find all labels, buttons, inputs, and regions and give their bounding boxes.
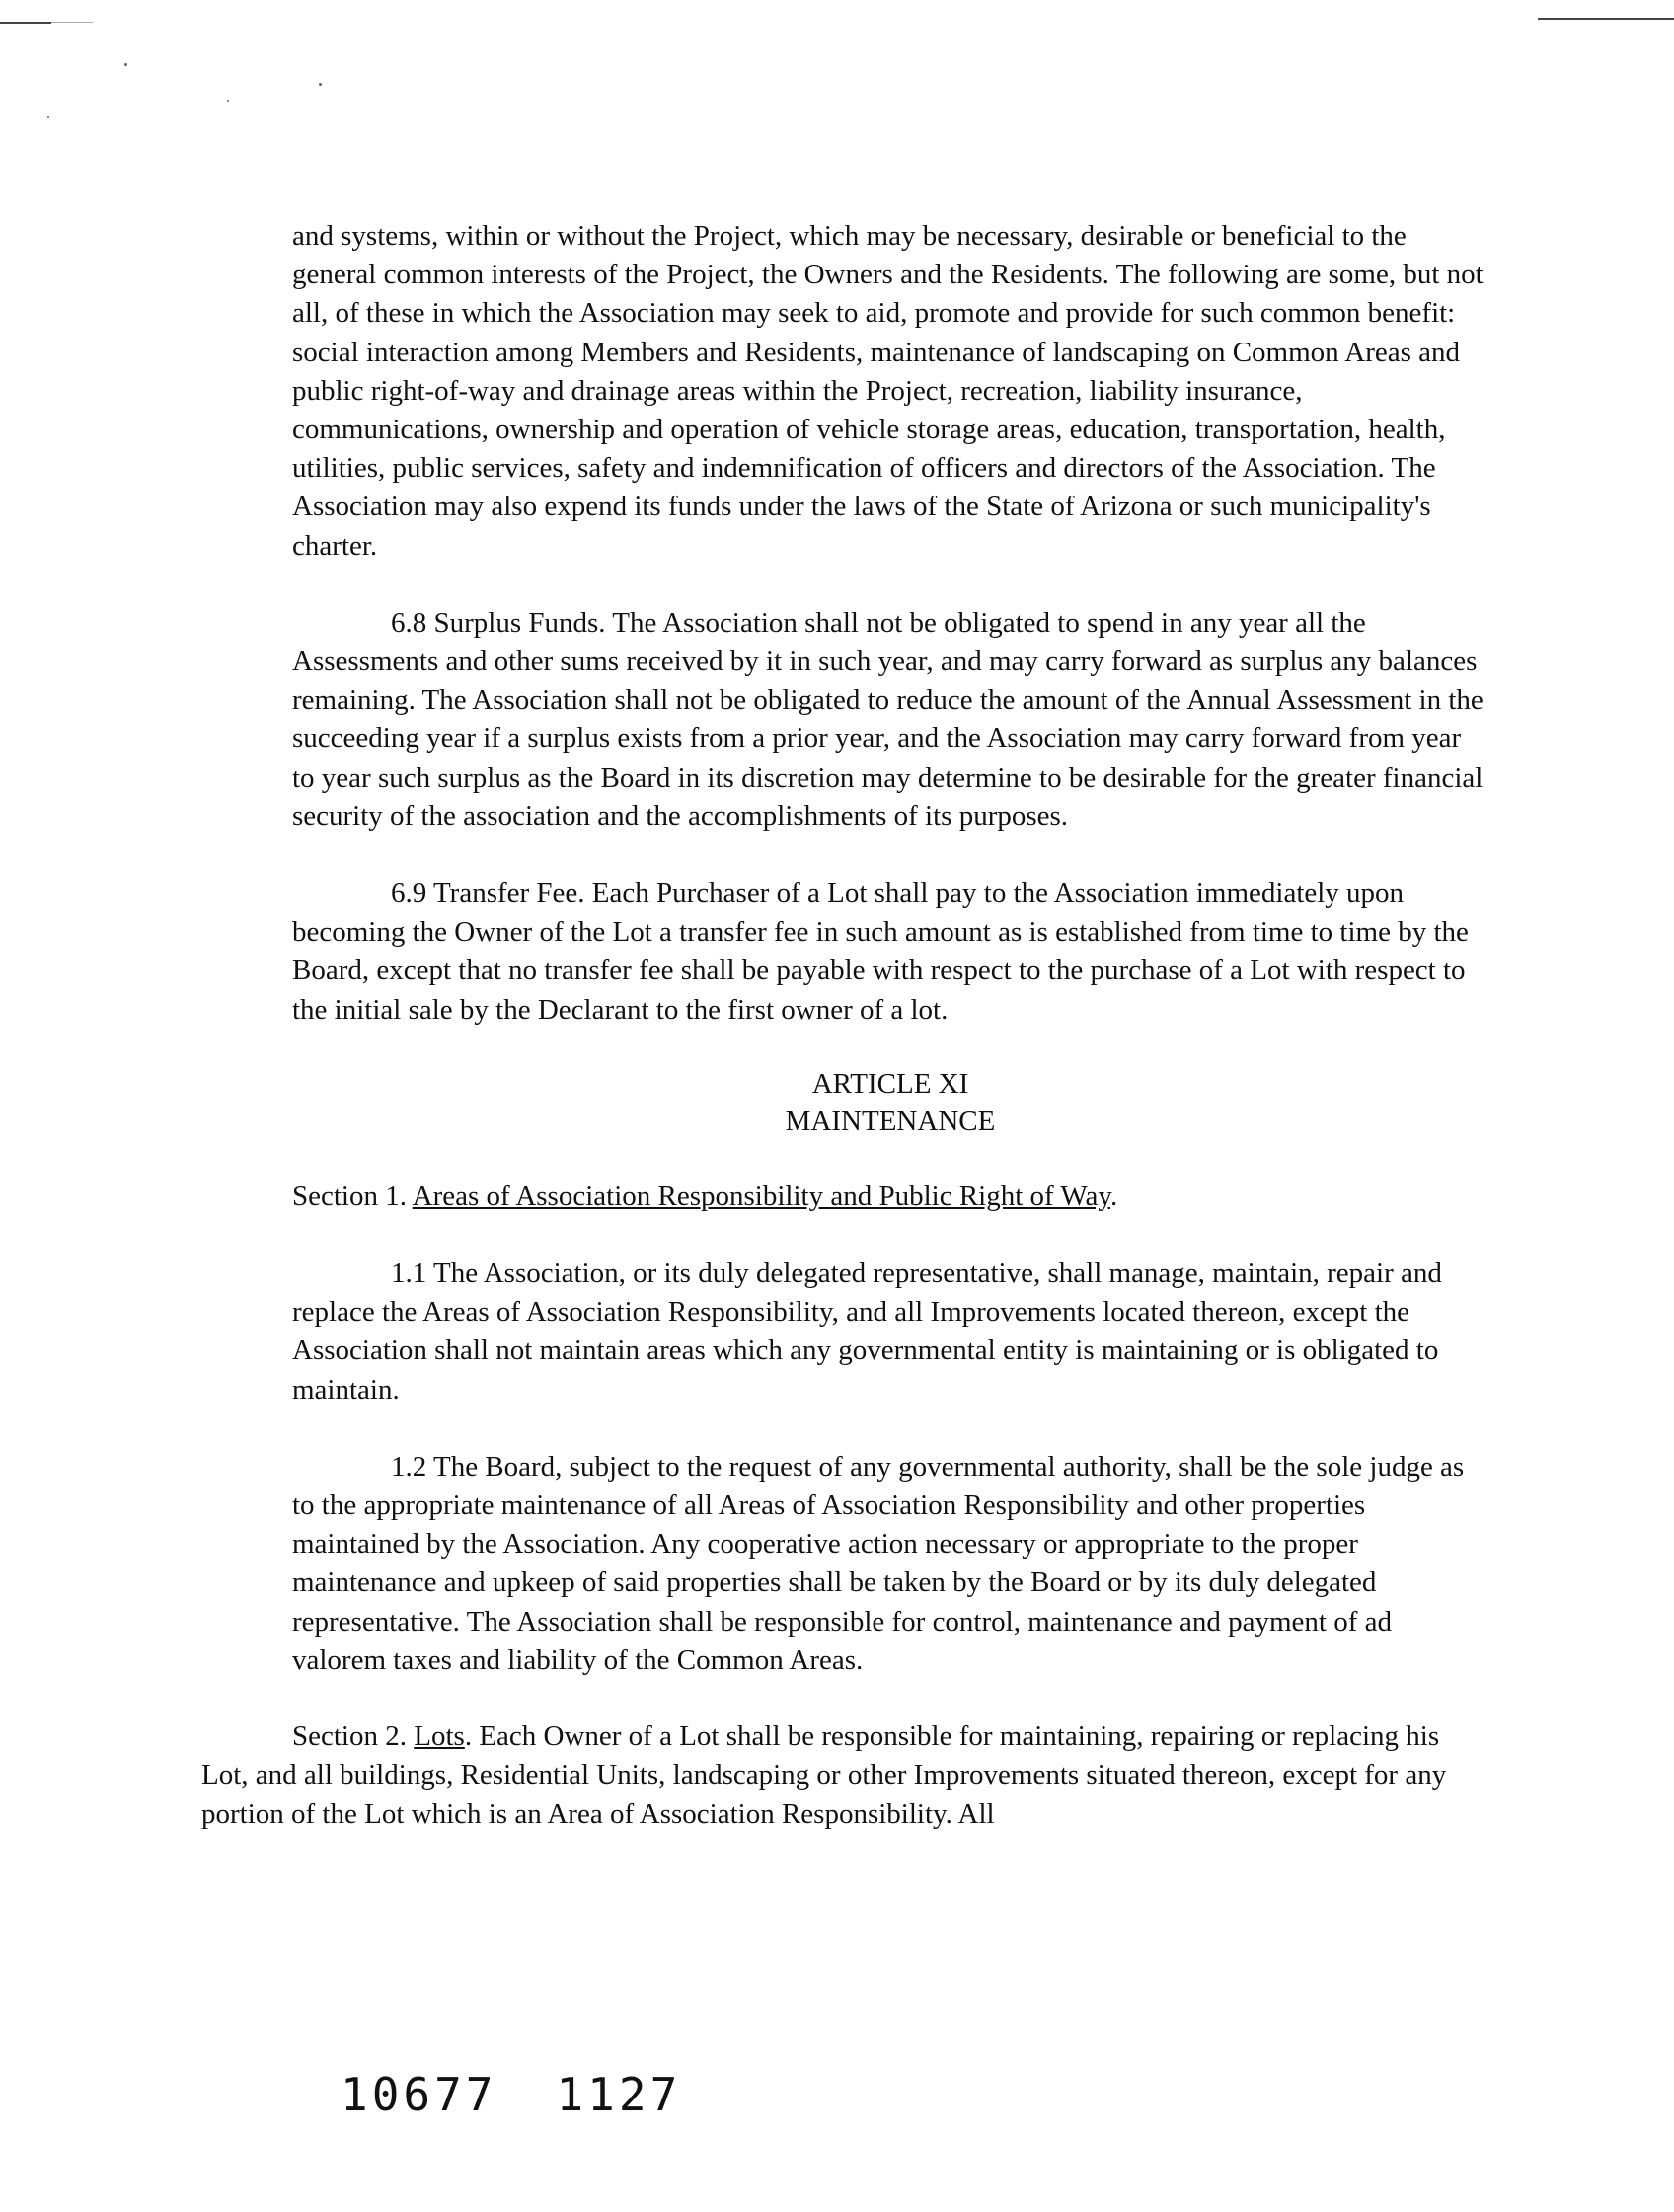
section-1-label: Section 1.: [292, 1180, 413, 1212]
recording-number: [341, 2068, 681, 2121]
paragraph-6-9-transfer-fee: 6.9 Transfer Fee. Each Purchaser of a Lot shall pay to the Association immediately upon becoming the Owner of the Lot a transfer fee in such amount as is established from time to time by the Board, except that no transfer fee shall be payable with respect to the purchase of a Lot with respect to the initial sale by the Declarant to the first owner of a lot.: [292, 877, 1469, 1026]
section-1-heading: [292, 1178, 1488, 1216]
scan-mark-top-left-faint: [51, 22, 93, 23]
scan-mark-top-left: [0, 22, 51, 24]
section-2-title: Lots: [414, 1720, 465, 1753]
paragraph-1-1: 1.1 The Association, or its duly delegated representative, shall manage, maintain, repair and replace the Areas of Association Responsibility, and all Improvements located thereon, except the Association shall not maintain areas which any governmental entity is maintaining or is obligated to maintain.: [292, 1258, 1442, 1406]
section-1-title: Areas of Association Responsibility and Public Right of Way: [412, 1180, 1110, 1212]
article-title: MAINTENANCE: [785, 1105, 996, 1137]
paragraph-6-8-surplus-funds: 6.8 Surplus Funds. The Association shall not be obligated to spend in any year all the Assessments and other sums received by it in such year, and may carry forward as surplus any balances remaining. The Association shall not be obligated to reduce the amount of the Annual Assessment in the succeeding year if a surplus exists from a prior year, and the Association may carry forward from year to year such surplus as the Board in its discretion may determine to be desirable for the greater financial security of the association and the accomplishments of its purposes.: [292, 606, 1484, 832]
scan-speck: [124, 63, 127, 66]
section-2-text: . Each Owner of a Lot shall be responsible for maintaining, repairing or replacing his Lot, and all buildings, Residential Units, landscaping or other Improvements situated thereon, except for any portion of the Lot which is an Area of Association Responsibility. All: [201, 1720, 1447, 1830]
scan-speck: [319, 83, 322, 86]
article-number: ARTICLE XI: [811, 1067, 969, 1100]
paragraph-1-2: 1.2 The Board, subject to the request of any governmental authority, shall be the sole judge as to the appropriate maintenance of all Areas of Association Responsibility and other properties maintained by the Association. Any cooperative action necessary or appropriate to the proper maintenance and upkeep of said properties shall be taken by the Board or by its duly delegated representative. The Association shall be responsible for control, maintenance and payment of ad valorem taxes and liability of the Common Areas.: [292, 1450, 1465, 1676]
scan-speck: [47, 116, 49, 118]
article-heading: [292, 1065, 1488, 1140]
recording-book-number: 10677: [341, 2068, 497, 2121]
document-body: [201, 217, 1488, 1834]
scan-speck: [227, 100, 229, 102]
section-1-title-end: .: [1109, 1180, 1118, 1212]
section-2-label: Section 2.: [292, 1720, 415, 1753]
recording-page-number: 1127: [556, 2068, 682, 2121]
paragraph-continuation: and systems, within or without the Project, which may be necessary, desirable or beneficial to the general common interests of the Project, the Owners and the Residents. The following are some, but not all, of these in which the Association may seek to aid, promote and provide for such common benefit: social interaction among Members and Residents, maintenance of landscaping on Common Areas and public right-of-way and drainage areas within the Project, recreation, liability insurance, communications, ownership and operation of vehicle storage areas, education, transportation, health, utilities, public services, safety and indemnification of officers and directors of the Association. The Association may also expend its funds under the laws of the State of Arizona or such municipality's charter.: [292, 220, 1484, 562]
scan-mark-top-right: [1538, 18, 1674, 20]
section-2-paragraph: [201, 1717, 1490, 1834]
